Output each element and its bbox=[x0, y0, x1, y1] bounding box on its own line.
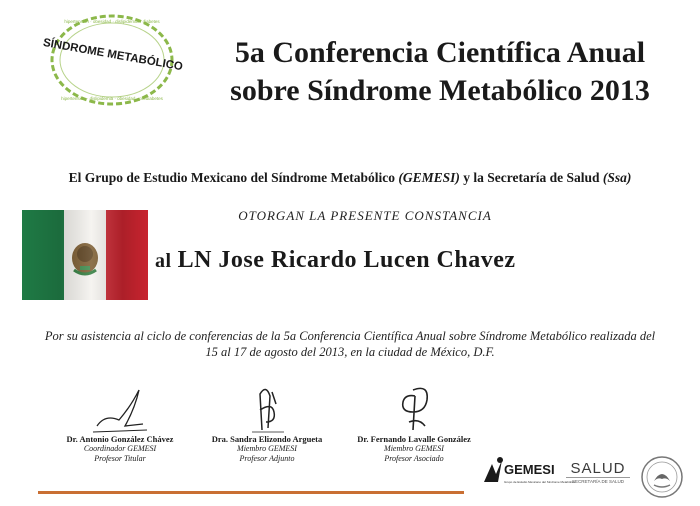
salud-label: SALUD bbox=[570, 460, 626, 477]
signer-title: Profesor Titular bbox=[94, 454, 146, 463]
organizers-abbr-2: (Ssa) bbox=[602, 170, 632, 185]
mexico-emblem-icon bbox=[640, 455, 684, 499]
signer-title: Profesor Asociado bbox=[384, 454, 444, 463]
organizers-line bbox=[0, 170, 700, 186]
handwritten-signature-2 bbox=[232, 382, 302, 434]
gemesi-figure-icon bbox=[484, 460, 502, 482]
signer-role: Miembro GEMESI bbox=[384, 444, 444, 453]
description-line-1: Por su asistencia al ciclo de conferencias de la 5a Conferencia Científica Anual sobre Síndrome Metabólico realizada del bbox=[44, 329, 656, 343]
organizers-part-2: y la Secretaría de Salud bbox=[459, 170, 603, 185]
seal-main-text: SÍNDROME METABÓLICO bbox=[42, 36, 184, 74]
handwritten-signature-3 bbox=[379, 382, 449, 434]
organizers-part-1: El Grupo de Estudio Mexicano del Síndrome Metabólico bbox=[68, 170, 399, 185]
signature-block bbox=[187, 382, 347, 464]
recipient-prefix: al bbox=[155, 250, 172, 272]
signature-block bbox=[40, 386, 200, 464]
signer-title: Profesor Adjunto bbox=[239, 454, 295, 463]
seal-ring-top: hipertensión · obesidad · dislipidemia · diabetes bbox=[64, 19, 160, 24]
signer-name: Dra. Sandra Elizondo Argueta bbox=[211, 434, 323, 444]
grant-text: OTORGAN LA PRESENTE CONSTANCIA bbox=[238, 208, 492, 223]
signer-name: Dr. Fernando Lavalle González bbox=[357, 434, 471, 444]
salud-sub: SECRETARÍA DE SALUD bbox=[566, 477, 630, 484]
signer-role: Miembro GEMESI bbox=[237, 444, 297, 453]
attendance-description bbox=[10, 328, 690, 360]
description-line-2: 15 al 17 de agosto del 2013, en la ciudad de México, D.F. bbox=[205, 345, 495, 359]
recipient-line bbox=[155, 247, 516, 274]
certificate-title bbox=[200, 34, 680, 110]
signature-block bbox=[334, 382, 494, 464]
mexico-flag-image bbox=[22, 210, 148, 300]
gemesi-sub: Grupo de Estudio Mexicano del Síndrome Metabólico bbox=[504, 480, 576, 484]
gemesi-label: GEMESI bbox=[504, 462, 555, 477]
signer-name: Dr. Antonio González Chávez bbox=[66, 434, 174, 444]
recipient-name: LN Jose Ricardo Lucen Chavez bbox=[177, 247, 516, 273]
organizers-abbr-1: (GEMESI) bbox=[398, 170, 460, 185]
salud-logo bbox=[566, 460, 630, 484]
bottom-accent-bar bbox=[38, 491, 464, 494]
sindrome-metabolico-seal bbox=[42, 10, 184, 110]
seal-ring-bottom: hipertensión · dislipidemia · obesidad · prediabetes bbox=[61, 96, 163, 101]
title-line-2: sobre Síndrome Metabólico 2013 bbox=[230, 74, 650, 107]
gemesi-logo bbox=[478, 452, 576, 500]
signer-role: Coordinador GEMESI bbox=[83, 444, 157, 453]
handwritten-signature-1 bbox=[85, 386, 155, 434]
title-line-1: 5a Conferencia Científica Anual bbox=[234, 36, 646, 69]
